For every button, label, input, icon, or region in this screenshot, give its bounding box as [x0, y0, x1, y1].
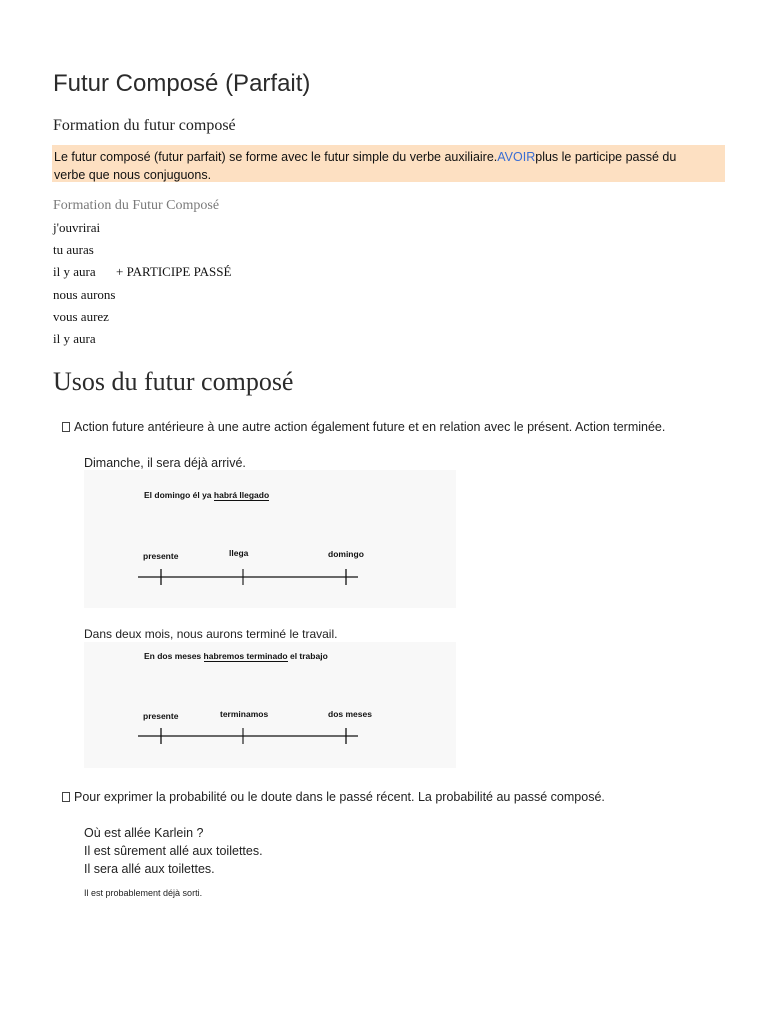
example-text: Dimanche, il sera — [84, 456, 185, 470]
use-text: Action future antérieure à une autre action également future et en relation avec le présent. Action terminée. — [74, 420, 666, 434]
caption-text: En dos meses — [144, 651, 204, 661]
timeline-label: terminamos — [220, 709, 269, 719]
use-text: Pour exprimer la probabilité ou le doute dans le passé récent. La probabilité au passé composé. — [74, 790, 605, 804]
conjugation-form: nous aurons — [53, 287, 116, 302]
example-sentence — [84, 627, 337, 641]
example-line: Il est probablement déjà sorti. — [84, 888, 203, 898]
example-underlined-text: déjà arrivé. — [184, 456, 246, 470]
example-line: Il sera allé aux toilettes. — [84, 862, 215, 876]
example-line: Il est sûrement allé aux toilettes. — [84, 844, 263, 858]
conjugation-form: tu auras — [53, 242, 94, 257]
timeline-diagram — [84, 470, 456, 608]
timeline-axis — [134, 724, 364, 749]
conjugation-form: j'ouvrirai — [53, 220, 101, 235]
example-underlined: nous aurons terminé — [173, 627, 290, 641]
use-item — [62, 420, 665, 434]
timeline-label: presente — [143, 711, 179, 721]
example-text: Dans deux mois, — [84, 627, 174, 641]
missing-glyph-box-icon — [62, 422, 70, 432]
caption-underlined: habrá llegado — [213, 490, 270, 500]
usos-heading: Usos du futur composé — [53, 367, 294, 396]
timeline-label: llega — [229, 548, 249, 558]
caption-text: el trabajo — [287, 651, 328, 661]
participe-passe-note: + PARTICIPE PASSÉ — [116, 264, 232, 279]
diagram-caption — [144, 490, 269, 500]
diagram-caption — [144, 651, 328, 661]
timeline-label: dos meses — [328, 709, 372, 719]
example-text: le travail. — [289, 627, 338, 641]
example-sentence — [84, 456, 260, 470]
avoir-keyword: AVOIR — [497, 150, 536, 164]
missing-glyph-box-icon — [62, 792, 70, 802]
intro-text-after: plus le participe passé du verbe que nous conjuguons. — [54, 150, 677, 182]
use-item — [62, 790, 605, 804]
caption-underlined: habremos terminado — [203, 651, 288, 661]
example-line: Où est allée Karlein ? — [84, 826, 204, 840]
timeline-label: presente — [143, 551, 179, 561]
formation-heading: Formation du futur composé — [53, 117, 236, 134]
intro-paragraph — [54, 148, 694, 184]
page-title: Futur Composé (Parfait) — [53, 70, 311, 97]
timeline-label: domingo — [328, 549, 364, 559]
conjugation-form: il y aura — [53, 331, 96, 346]
caption-text: El domingo él ya — [144, 490, 214, 500]
timeline-diagram — [84, 642, 456, 768]
conjugation-form: vous aurez — [53, 309, 109, 324]
intro-text-before: Le futur composé (futur parfait) se forme avec le futur simple du verbe auxiliaire. — [54, 150, 498, 164]
conjugation-form: il y aura — [53, 264, 96, 279]
timeline-axis — [134, 565, 364, 590]
conjugation-heading: Formation du Futur Composé — [53, 198, 220, 213]
